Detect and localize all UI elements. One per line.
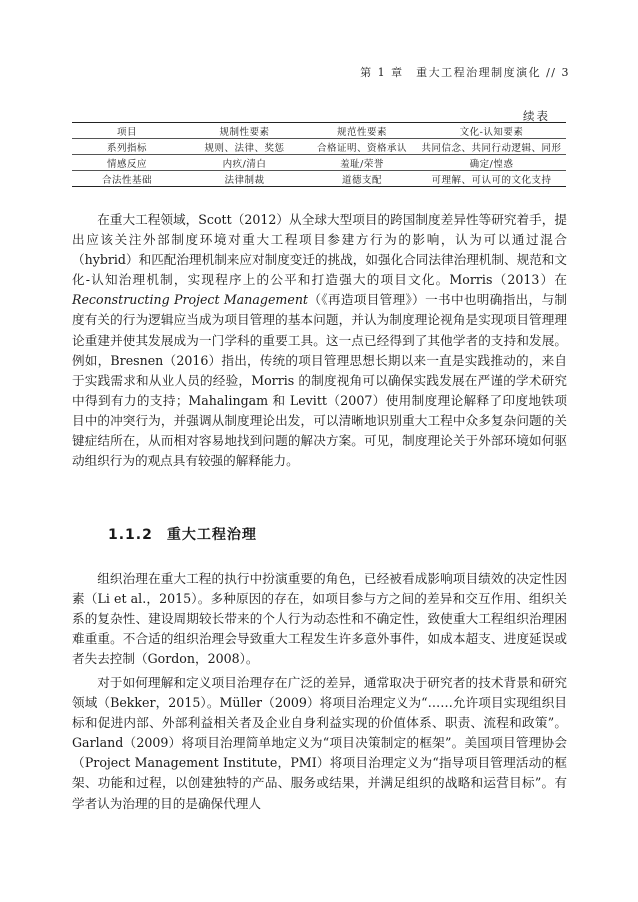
paragraph-text: 在重大工程领域，Scott（2012）从全球大型项目的跨国制度差异性等研究着手，提出应该关注外部制度环境对重大工程项目参建方行为的影响，认为可以通过混合（hybrid）和匹配治理机制来应对制度变迁的挑战，如强化合同法律治理机制、规范和文化-认知治理机制，实现程序上的公平和打造强大的项目文化。Morris（2013）在	[72, 212, 567, 288]
table-cell: 确定/惶惑	[417, 155, 566, 171]
table-cell: 合法性基础	[72, 171, 182, 187]
column-header: 项目	[72, 123, 182, 139]
table-row	[72, 139, 566, 155]
body-paragraph	[72, 210, 567, 471]
table-cell: 共同信念、共同行动逻辑、同形	[417, 139, 566, 155]
table-caption: 续表	[523, 109, 550, 123]
body-paragraph: 组织治理在重大工程的执行中扮演重要的角色，已经被看成影响项目绩效的决定性因素（Li et al.，2015）。多种原因的存在，如项目参与方之间的差异和交互作用、组织关系的复杂性、建设周期较长带来的个人行为动态性和不确定性，致使重大工程组织治理困难重重。不合适的组织治理会导致重大工程发生许多意外事件，如成本超支、进度延误或者失去控制（Gordon，2008）。	[72, 571, 567, 667]
table-row	[72, 155, 566, 171]
column-header: 规范性要素	[307, 123, 417, 139]
section-title: 重大工程治理	[166, 527, 257, 543]
body-paragraph: 对于如何理解和定义项目治理存在广泛的差异，通常取决于研究者的技术背景和研究领域（Bekker，2015）。Müller（2009）将项目治理定义为“……允许项目实现组织目标和促进内部、外部利益相关者及企业自身利益实现的价值体系、职责、流程和政策”。Garland（2009）将项目治理简单地定义为“项目决策制定的框架”。美国项目管理协会（Project Management Institute，PMI）将项目治理定义为“指导项目管理活动的框架、功能和过程，以创建独特的产品、服务或结果，并满足组织的战略和运营目标”。有学者认为治理的目的是确保代理人	[72, 675, 567, 811]
column-header: 文化-认知要素	[417, 123, 566, 139]
table-cell: 内疚/清白	[182, 155, 307, 171]
section-number: 1.1.2	[108, 527, 153, 543]
section-heading	[108, 524, 257, 544]
paragraph-text: （《再造项目管理》）一书中也明确指出，与制度有关的行为逻辑应当成为项目管理的基本问题，并认为制度理论视角是实现项目管理理论重建并使其发展成为一门学科的重要工具。这一点已经得到了其他学者的支持和发展。例如，Bresnen（2016）指出，传统的项目管理思想长期以来一直是实践推动的，来自于实践需求和从业人员的经验，Morris 的制度视角可以确保实践发展在严谨的学术研究中得到有力的支持；Mahalingam 和 Levitt（2007）使用制度理论解释了印度地铁项目中的冲突行为，并强调从制度理论出发，可以清晰地识别重大工程中众多复杂问题的关键症结所在，从而相对容易地找到问题的解决方案。可见，制度理论关于外部环境如何驱动组织行为的观点具有较强的解释能力。	[72, 292, 568, 469]
table-cell: 规则、法律、奖惩	[182, 139, 307, 155]
table-cell: 合格证明、资格承认	[307, 139, 417, 155]
book-title-italic: Reconstructing Project Management	[72, 292, 308, 308]
running-header: 第 1 章 重大工程治理制度演化 // 3	[360, 66, 570, 79]
table-cell: 可理解、可认可的文化支持	[417, 171, 566, 187]
table-cell: 羞耻/荣誉	[307, 155, 417, 171]
continued-table	[72, 122, 566, 187]
table-cell: 法律制裁	[182, 171, 307, 187]
column-header: 规制性要素	[182, 123, 307, 139]
table-header-row	[72, 123, 566, 139]
table-cell: 系列指标	[72, 139, 182, 155]
table-cell: 情感反应	[72, 155, 182, 171]
table-cell: 道德支配	[307, 171, 417, 187]
table-row	[72, 171, 566, 187]
